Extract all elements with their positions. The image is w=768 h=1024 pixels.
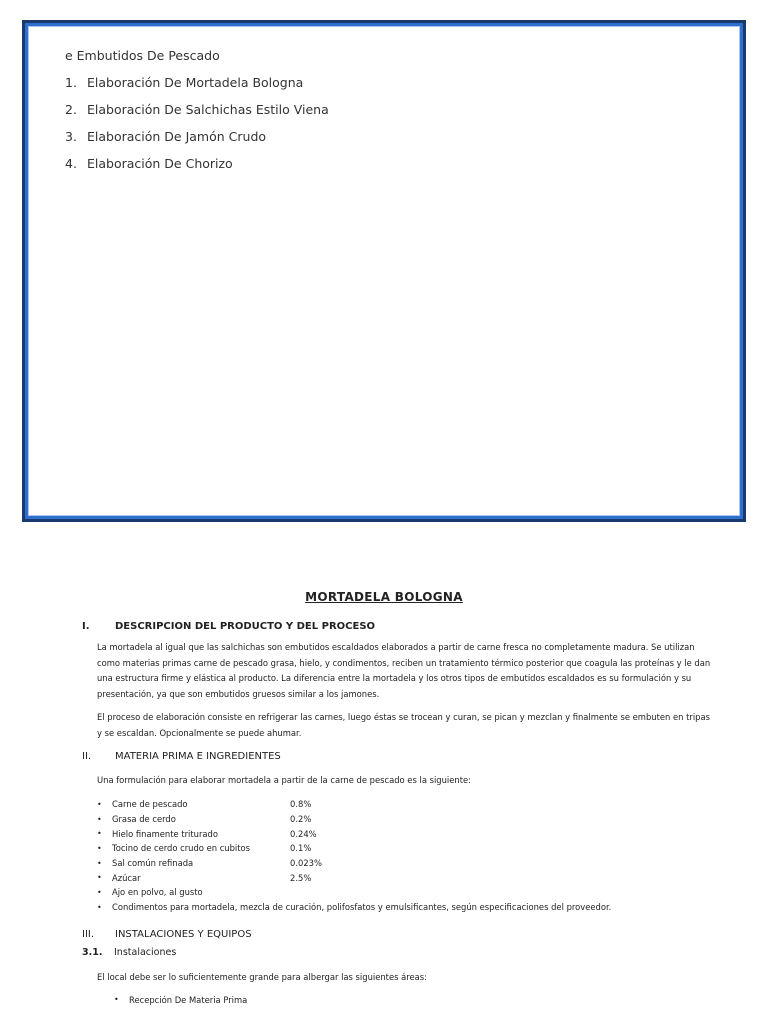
cover-contents-list xyxy=(65,75,329,183)
cover-frame xyxy=(22,20,746,522)
document-title: MORTADELA BOLOGNA xyxy=(305,590,463,604)
section-heading: I. DESCRIPCION DEL PRODUCTO Y DEL PROCESO xyxy=(82,621,376,632)
cover-title: e Embutidos De Pescado xyxy=(65,48,220,63)
area-list xyxy=(114,995,247,1005)
list-item: • Tocino de cerdo crudo en cubitos 0.1% xyxy=(97,843,312,854)
section-heading: III. INSTALACIONES Y EQUIPOS xyxy=(82,929,252,940)
list-item: 2. Elaboración De Salchichas Estilo Viena xyxy=(65,102,329,117)
list-item: • Recepción De Materia Prima xyxy=(114,995,248,1005)
paragraph: El local debe ser lo suficientemente grande para albergar las siguientes áreas: xyxy=(97,972,427,982)
list-item: 3. Elaboración De Jamón Crudo xyxy=(65,129,267,144)
list-item: • Sal común refinada 0.023% xyxy=(97,858,322,869)
list-item: • Grasa de cerdo 0.2% xyxy=(97,814,312,825)
list-item: • Hielo finamente triturado 0.24% xyxy=(97,828,317,839)
paragraph: La mortadela al igual que las salchichas son embutidos escaldados elaborados a partir de carne fresca no completamente madura. Se utilizan como materias primas carne de pescado grasa, hielo, y condimentos, reciben un tratamiento térmico posterior que coagula las proteínas y le dan una estructura firme y elástica al producto. La diferencia entre la mortadela y los otros tipos de embutidos escaldados es su formulación y su presentación, ya que son embutidos gruesos similar a los jamones. xyxy=(97,642,711,699)
ingredient-list xyxy=(97,797,611,915)
list-item: 1. Elaboración De Mortadela Bologna xyxy=(65,75,304,90)
list-item: • Azúcar 2.5% xyxy=(97,872,312,883)
list-item: 4. Elaboración De Chorizo xyxy=(65,156,233,171)
list-item: • Ajo en polvo, al gusto xyxy=(97,887,203,898)
paragraph: El proceso de elaboración consiste en refrigerar las carnes, luego éstas se trocean y curan, se pican y mezclan y finalmente se embuten en tripas y se escaldan. Opcionalmente se puede ahumar. xyxy=(97,712,710,738)
list-item: • Condimentos para mortadela, mezcla de curación, polifosfatos y emulsificantes, según especificaciones del proveedor. xyxy=(97,902,612,913)
list-item: • Carne de pescado 0.8% xyxy=(97,799,312,810)
subsection-heading: 3.1. Instalaciones xyxy=(82,947,177,958)
paragraph: Una formulación para elaborar mortadela a partir de la carne de pescado es la siguiente: xyxy=(97,775,471,785)
section-heading: II. MATERIA PRIMA E INGREDIENTES xyxy=(82,751,281,762)
